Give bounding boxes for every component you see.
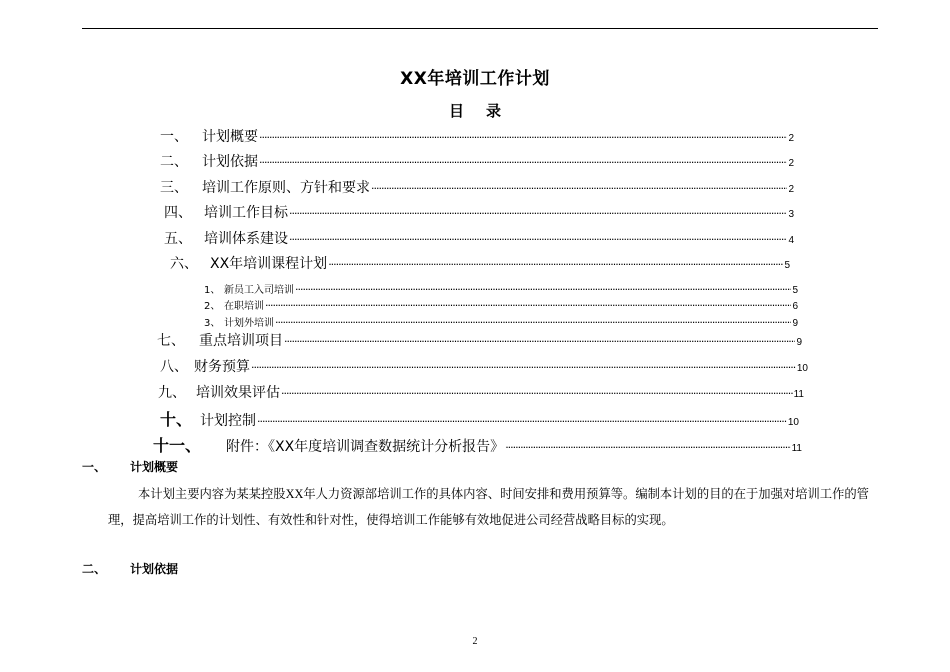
toc-entry[interactable]	[164, 202, 794, 222]
toc-entry[interactable]	[160, 356, 808, 376]
toc-entry-label: 培训效果评估	[196, 385, 280, 401]
toc-entry-page: 2	[788, 133, 794, 144]
toc-entry-page: 10	[796, 363, 808, 374]
leader-dots	[257, 415, 787, 428]
toc-entry-number: 五、	[164, 231, 192, 247]
leader-dots	[371, 182, 787, 195]
toc-subentry[interactable]	[204, 314, 798, 329]
toc-entry[interactable]	[160, 177, 794, 197]
section-heading: 计划依据	[130, 562, 179, 576]
toc-entry-number: 七、	[157, 333, 185, 349]
leader-dots	[259, 131, 787, 144]
toc-subentry[interactable]	[204, 297, 798, 312]
leader-dots	[289, 233, 787, 246]
leader-dots	[328, 258, 783, 271]
toc-entry-label: 重点培训项目	[199, 333, 283, 349]
toc-entry-number: 六、	[170, 256, 198, 272]
toc-entry-label: 在职培训	[224, 301, 264, 312]
toc-entry-label: 培训工作目标	[204, 205, 288, 221]
toc-entry-number: 二、	[160, 154, 188, 170]
leader-dots	[265, 299, 791, 312]
toc-entry-label: 计划控制	[200, 413, 256, 429]
toc-entry-number: 四、	[164, 205, 192, 221]
toc-entry-label: 培训工作原则、方针和要求	[202, 180, 370, 196]
toc-entry-number: 三、	[160, 180, 188, 196]
toc-entry-page: 11	[791, 443, 802, 454]
toc-entry-label: 培训体系建设	[204, 231, 288, 247]
toc-entry-number: 十一、	[153, 436, 202, 455]
toc-entry-page: 3	[788, 209, 794, 220]
toc-entry-page: 5	[784, 260, 790, 271]
leader-dots	[251, 361, 796, 374]
toc-entry-number: 3、	[204, 318, 221, 329]
leader-dots	[281, 387, 793, 400]
toc-subentry[interactable]	[204, 281, 798, 296]
toc-entry-number: 2、	[204, 301, 221, 312]
toc-entry-label: 计划外培训	[224, 318, 274, 329]
toc-entry[interactable]	[160, 407, 799, 430]
toc-entry-label: XX年培训课程计划	[210, 256, 328, 272]
toc-entry[interactable]	[153, 433, 802, 456]
toc-entry-label: 计划依据	[202, 154, 258, 170]
toc-entry-page: 2	[788, 184, 794, 195]
toc-entry-label: 附件：《XX年度培训调查数据统计分析报告》	[226, 439, 505, 455]
toc-entry[interactable]	[170, 253, 790, 273]
page-number: 2	[472, 636, 478, 647]
leader-dots	[289, 207, 787, 220]
toc-entry[interactable]	[160, 126, 794, 146]
section-number: 二、	[82, 562, 107, 576]
toc-entry-number: 八、	[160, 359, 188, 375]
leader-dots	[259, 156, 787, 169]
toc-entry-page: 11	[793, 389, 804, 400]
toc-entry-page: 4	[788, 235, 794, 246]
section-body: 本计划主要内容为某某控股XX年人力资源部培训工作的具体内容、时间安排和费用预算等。编制本计划的目的在于加强对培训工作的管理，提高培训工作的计划性、有效性和针对性，使得培训工作能够有效地促进公司经营战略目标的实现。	[108, 487, 869, 527]
toc-entry[interactable]	[157, 330, 802, 350]
leader-dots	[275, 316, 791, 329]
toc-entry-page: 6	[792, 301, 798, 312]
leader-dots	[295, 283, 791, 296]
toc-entry-label: 计划概要	[202, 129, 258, 145]
toc-entry-number: 1、	[204, 285, 221, 296]
toc-entry-page: 2	[788, 158, 794, 169]
toc-title: 目录	[448, 102, 523, 120]
toc-entry[interactable]	[160, 151, 794, 171]
toc-entry-number: 九、	[158, 385, 186, 401]
toc-entry-number: 一、	[160, 129, 188, 145]
toc-entry-page: 10	[787, 417, 799, 428]
section-number: 一、	[82, 460, 107, 474]
document-title: XX年培训工作计划	[400, 69, 550, 89]
section-heading: 计划概要	[130, 460, 179, 474]
leader-dots	[284, 335, 795, 348]
toc-entry[interactable]	[158, 382, 804, 402]
toc-entry-label: 新员工入司培训	[224, 285, 294, 296]
toc-entry-number: 十、	[160, 410, 193, 429]
leader-dots	[505, 441, 790, 454]
toc-entry-page: 9	[792, 318, 798, 329]
toc-entry[interactable]	[164, 228, 794, 248]
toc-entry-page: 5	[792, 285, 798, 296]
toc-entry-page: 9	[796, 337, 802, 348]
toc-entry-label: 财务预算	[194, 359, 250, 375]
